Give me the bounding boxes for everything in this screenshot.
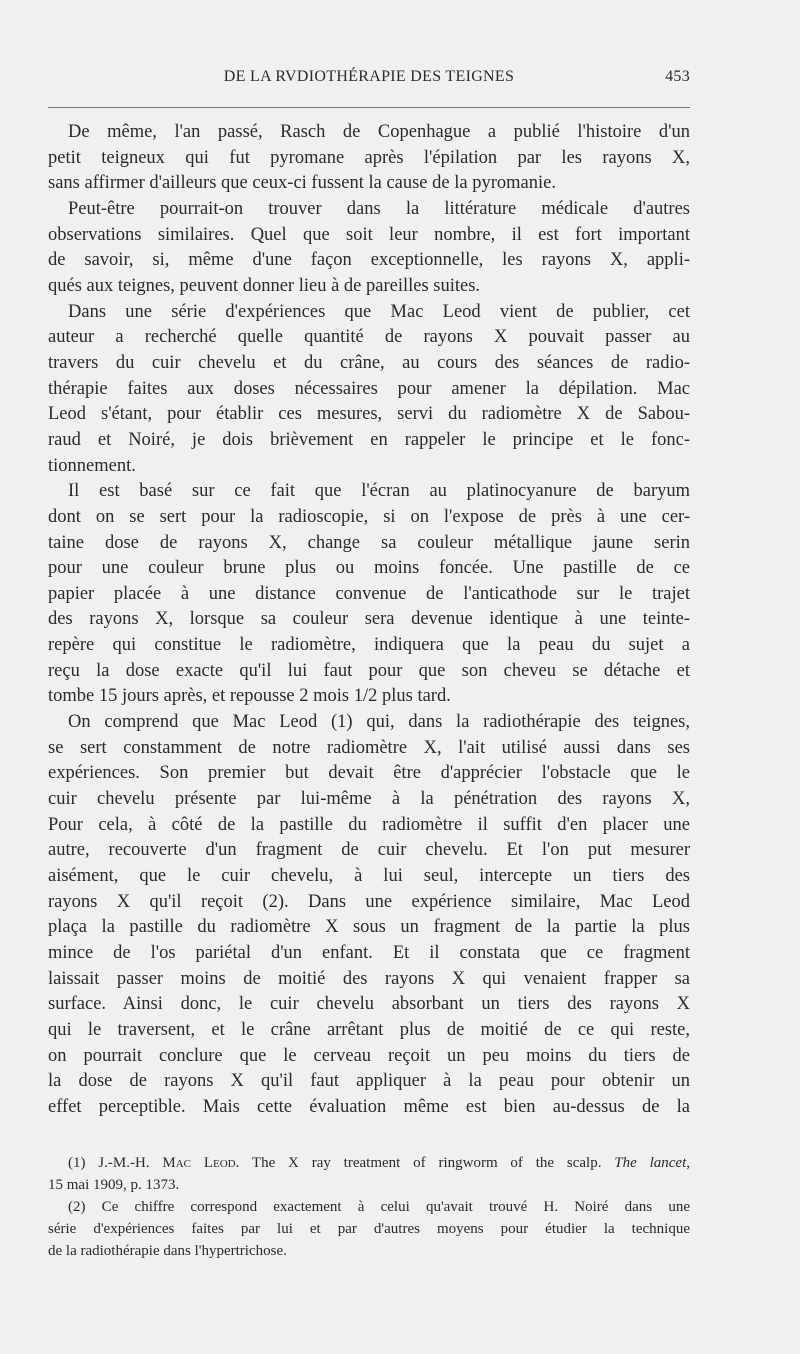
- body-text: [48, 120, 690, 1121]
- text-line: travers du cuir chevelu et du crâne, au cours des séances de radio-: [48, 352, 690, 373]
- footnote-2-line: (2) Ce chiffre correspond exactement à celui qu'avait trouvé H. Noiré dans une: [68, 1199, 690, 1215]
- text-line: tionnement.: [48, 455, 136, 476]
- running-header: [48, 68, 690, 92]
- footnote-1-prefix: (1) J.-M.-H.: [68, 1155, 163, 1171]
- text-line: Pour cela, à côté de la pastille du radiomètre il suffit d'en placer une: [48, 814, 690, 835]
- text-line: autre, recouverte d'un fragment de cuir chevelu. Et l'on put mesurer: [48, 840, 690, 861]
- text-line: rayons X qu'il reçoit (2). Dans une expérience similaire, Mac Leod: [48, 891, 690, 912]
- text-line: Il est basé sur ce fait que l'écran au platinocyanure de baryum: [68, 481, 690, 502]
- text-line: expériences. Son premier but devait être d'apprécier l'obstacle que le: [48, 763, 690, 784]
- text-line: papier placée à une distance convenue de l'anticathode sur le trajet: [48, 583, 690, 604]
- running-title: DE LA RVDIOTHÉRAPIE DES TEIGNES: [223, 68, 515, 85]
- text-line: qui le traversent, et le crâne arrêtant plus de moitié de ce qui reste,: [48, 1019, 690, 1040]
- text-line: sans affirmer d'ailleurs que ceux-ci fussent la cause de la pyromanie.: [48, 173, 556, 194]
- text-line: De même, l'an passé, Rasch de Copenhague a publié l'histoire d'un: [68, 122, 690, 142]
- text-line: auteur a recherché quelle quantité de rayons X pouvait passer au: [48, 327, 690, 348]
- footnote-2-line: série d'expériences faites par lui et par d'autres moyens pour étudier la technique: [48, 1221, 690, 1237]
- footnote-1-title: . The X ray treatment of ringworm of the scalp.: [235, 1155, 615, 1171]
- text-line: la dose de rayons X qu'il faut appliquer à la peau pour obtenir un: [48, 1071, 690, 1092]
- text-line: petit teigneux qui fut pyromane après l'épilation par les rayons X,: [48, 147, 690, 168]
- page-number: 453: [665, 68, 690, 85]
- text-line: de savoir, si, même d'une façon exceptionnelle, les rayons X, appli-: [48, 250, 690, 271]
- text-line: repère qui constitue le radiomètre, indiquera que la peau du sujet a: [48, 635, 690, 656]
- text-line: pour une couleur brune plus ou moins foncée. Une pastille de ce: [48, 558, 690, 579]
- text-line: on pourrait conclure que le cerveau reçoit un peu moins du tiers de: [48, 1045, 690, 1066]
- text-line: Dans une série d'expériences que Mac Leod vient de publier, cet: [68, 301, 690, 322]
- text-line: reçu la dose exacte qu'il lui faut pour que son cheveu se détache et: [48, 660, 690, 681]
- footnote-1-line-2: 15 mai 1909, p. 1373.: [48, 1177, 180, 1193]
- text-line: On comprend que Mac Leod (1) qui, dans la radiothérapie des teignes,: [68, 712, 690, 733]
- text-line: thérapie faites aux doses nécessaires pour amener la dépilation. Mac: [48, 378, 690, 399]
- footnote-1: [48, 1152, 690, 1174]
- text-line: cuir chevelu présente par lui-même à la pénétration des rayons X,: [48, 789, 690, 810]
- text-line: qués aux teignes, peuvent donner lieu à de pareilles suites.: [48, 275, 481, 296]
- text-line: laissait passer moins de moitié des rayons X qui venaient frapper sa: [48, 968, 690, 989]
- text-line: surface. Ainsi donc, le cuir chevelu absorbant un tiers des rayons X: [48, 994, 690, 1015]
- text-line: mince de l'os pariétal d'un enfant. Et il constata que ce fragment: [48, 943, 690, 963]
- text-line: observations similaires. Quel que soit leur nombre, il est fort important: [48, 224, 690, 245]
- text-line: Peut-être pourrait-on trouver dans la littérature médicale d'autres: [68, 198, 690, 219]
- text-line: tombe 15 jours après, et repousse 2 mois 1/2 plus tard.: [48, 686, 451, 707]
- text-line: effet perceptible. Mais cette évaluation même est bien au-dessus de la: [48, 1096, 690, 1117]
- text-line: dont on se sert pour la radioscopie, si on l'expose de près à une cer-: [48, 506, 690, 527]
- text-line: des rayons X, lorsque sa couleur sera devenue identique à une teinte-: [48, 609, 690, 630]
- footnotes: [48, 1152, 690, 1262]
- footnote-2-line: de la radiothérapie dans l'hypertrichose.: [48, 1243, 287, 1259]
- header-rule: [48, 107, 690, 108]
- text-line: aisément, que le cuir chevelu, à lui seul, intercepte un tiers des: [48, 866, 690, 887]
- text-line: Leod s'étant, pour établir ces mesures, servi du radiomètre X de Sabou-: [48, 404, 690, 425]
- footnote-1-journal: The lancet,: [614, 1155, 691, 1171]
- text-line: plaça la pastille du radiomètre X sous un fragment de la partie la plus: [48, 917, 690, 938]
- text-line: se sert constamment de notre radiomètre X, l'ait utilisé aussi dans ses: [48, 737, 690, 758]
- footnote-1-author: Mac Leod: [162, 1155, 236, 1171]
- text-line: raud et Noiré, je dois brièvement en rappeler le principe et le fonc-: [48, 429, 690, 450]
- text-line: taine dose de rayons X, change sa couleur métallique jaune serin: [48, 532, 690, 553]
